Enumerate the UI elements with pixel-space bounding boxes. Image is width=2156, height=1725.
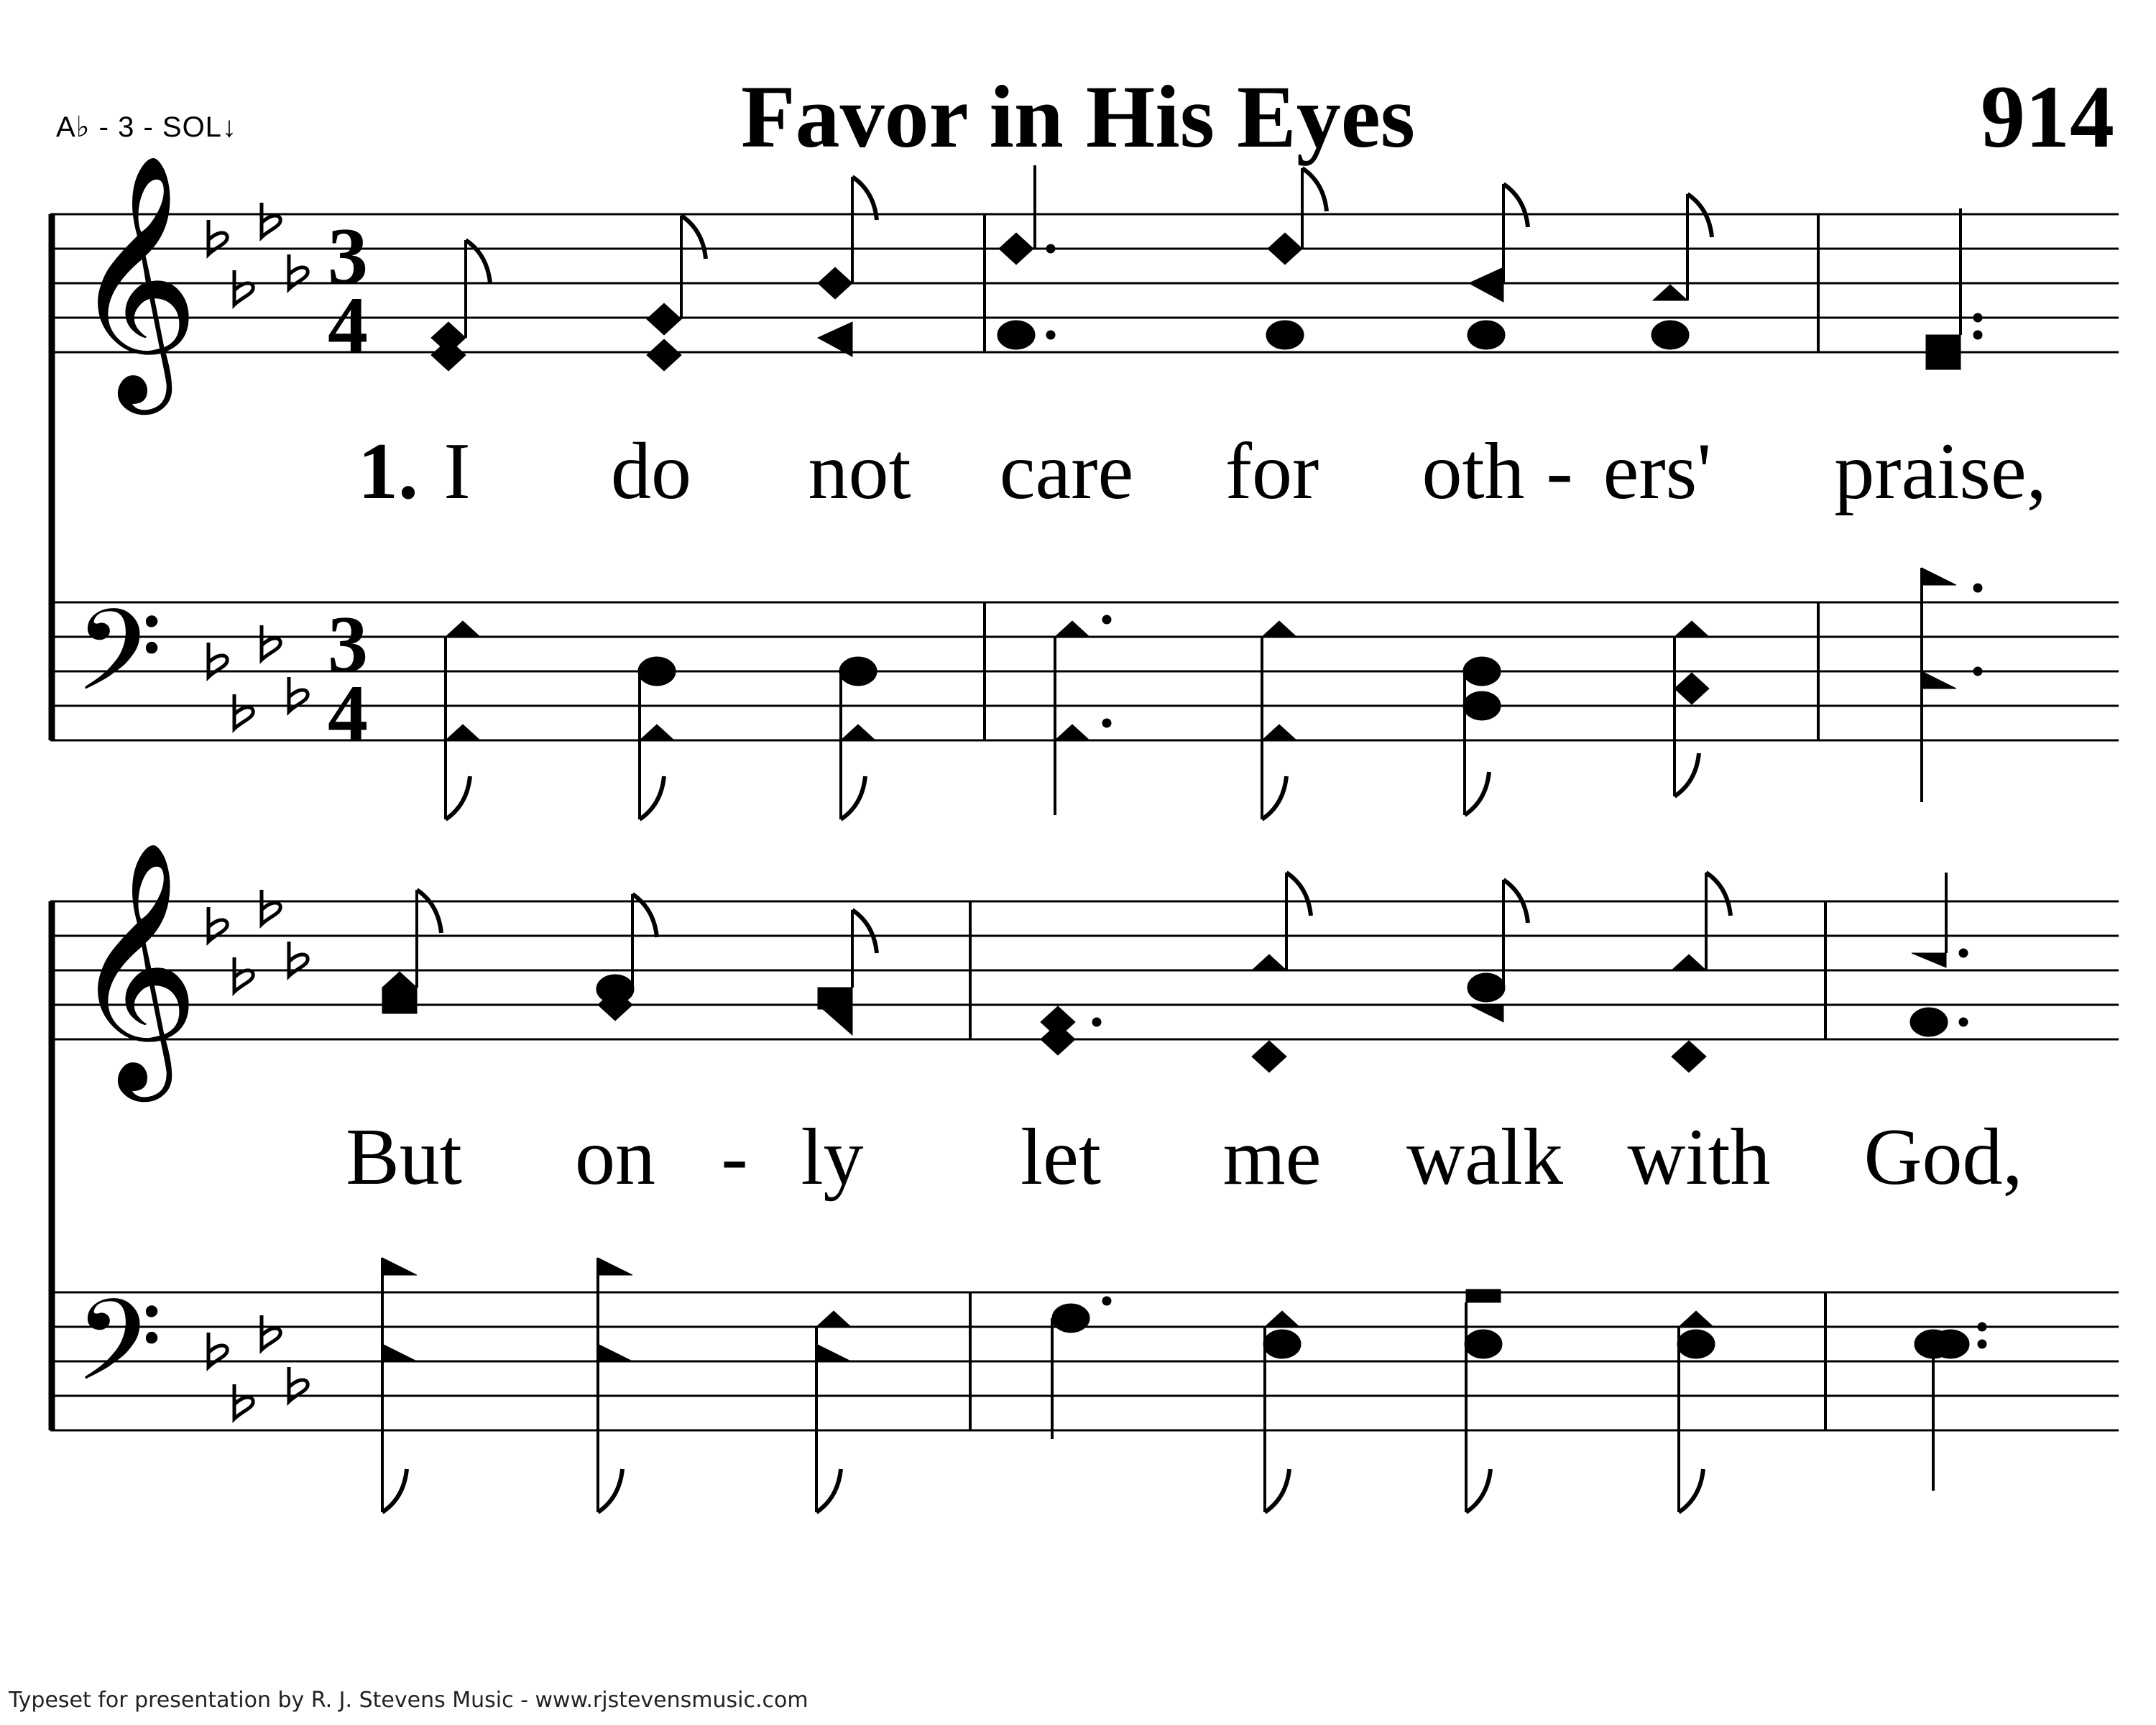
note (1469, 1005, 1503, 1022)
note (446, 724, 480, 740)
note (1674, 673, 1709, 704)
treble-staff-2 (50, 901, 2119, 1039)
lyric-hyphen: - (1546, 427, 1573, 516)
note (1262, 724, 1296, 740)
treble-notes-2 (382, 873, 1968, 1072)
key-signature-bass-2 (208, 1315, 308, 1419)
note (382, 1258, 417, 1275)
note (446, 621, 480, 637)
lyric-syllable: ers' (1603, 427, 1712, 516)
note (1055, 621, 1089, 637)
note (1265, 1311, 1299, 1327)
note (598, 1344, 632, 1361)
lyric-syllable: me (1222, 1113, 1322, 1202)
note (1262, 621, 1296, 637)
lyric-syllable: God, (1864, 1113, 2023, 1202)
lyric-syllable: let (1021, 1113, 1101, 1202)
lyric-syllable: care (999, 427, 1134, 516)
treble-clef-icon: 𝄞 (72, 152, 200, 403)
note (816, 1311, 851, 1327)
note (818, 267, 852, 299)
lyric-syllable: with (1627, 1113, 1771, 1202)
note (841, 724, 875, 740)
note (1653, 285, 1687, 300)
hymn-title: Favor in His Eyes (740, 68, 1416, 166)
note (647, 303, 681, 335)
time-signature-bottom: 4 (328, 669, 368, 758)
lyric-syllable: I (443, 427, 471, 516)
lyric-syllable: ly (801, 1113, 864, 1202)
note (640, 724, 674, 740)
verse-number: 1. (358, 427, 418, 516)
note (1055, 724, 1089, 740)
note (1252, 1041, 1286, 1072)
note (1679, 1311, 1713, 1327)
note (382, 972, 417, 988)
lyric-syllable: praise, (1834, 427, 2047, 516)
note (647, 339, 681, 371)
key-signature-bass-1 (208, 625, 308, 729)
note (1922, 671, 1956, 689)
note (1469, 267, 1503, 302)
note (431, 339, 466, 371)
time-signature-top: 3 (328, 600, 368, 689)
footer-credit: Typeset for presentation by R. J. Stevens Music - www.rjstevensmusic.com (9, 1688, 808, 1713)
lyric-syllable: not (808, 427, 911, 516)
hymn-number: 914 (1981, 68, 2114, 166)
note (1252, 954, 1286, 970)
time-signature-top: 3 (328, 212, 368, 301)
key-info: A♭ - 3 - SOL↓ (56, 111, 237, 143)
bass-notes-1 (446, 568, 1982, 819)
note (1268, 233, 1302, 264)
treble-notes-1 (431, 165, 1982, 371)
lyric-syllable: But (346, 1113, 462, 1202)
lyric-syllable: do (611, 427, 691, 516)
lyric-hyphen: - (721, 1113, 748, 1202)
note (1672, 1041, 1706, 1072)
lyric-syllable: oth (1422, 427, 1525, 516)
time-signature-bottom: 4 (328, 281, 368, 370)
key-signature-treble-1 (208, 203, 308, 305)
note (598, 1258, 632, 1275)
lyric-syllable: walk (1406, 1113, 1563, 1202)
note (816, 1344, 851, 1361)
bass-clef-icon: 𝄢 (75, 1275, 163, 1434)
key-signature-treble-2 (208, 890, 308, 992)
note (1922, 568, 1956, 585)
note (1912, 953, 1946, 967)
lyric-syllable: on (575, 1113, 655, 1202)
note (1674, 621, 1709, 637)
note (1672, 954, 1706, 970)
note (999, 233, 1033, 264)
bass-notes-2 (382, 1258, 1986, 1512)
note (1041, 1024, 1075, 1055)
bass-clef-icon: 𝄢 (75, 585, 163, 744)
treble-clef-icon: 𝄞 (72, 840, 200, 1090)
note (382, 1344, 417, 1361)
lyric-syllable: for (1225, 427, 1319, 516)
